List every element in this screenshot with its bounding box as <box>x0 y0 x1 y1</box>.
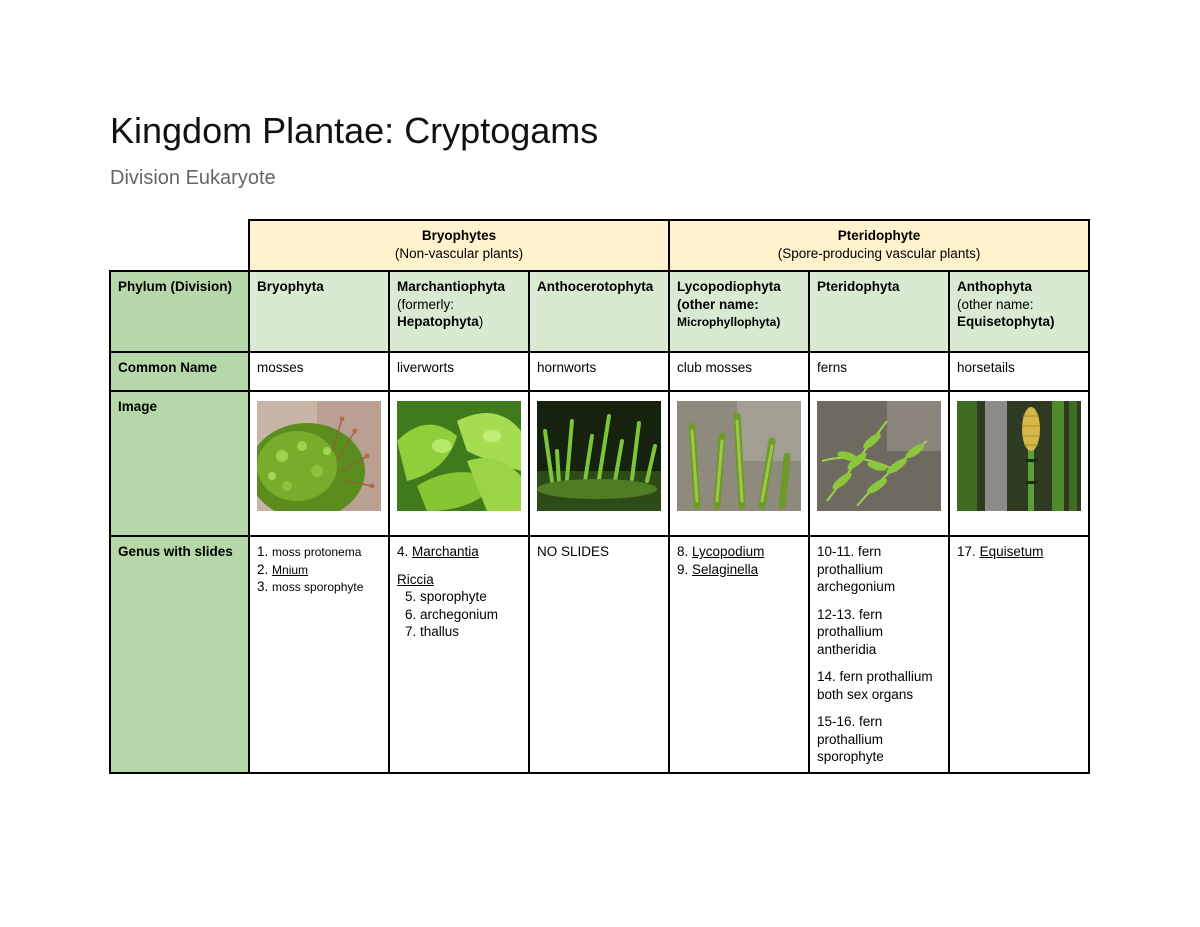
image-cell <box>809 391 949 536</box>
common-name-row <box>110 352 1089 391</box>
common-name-cell: club mosses <box>669 352 809 391</box>
group-pteridophyte-desc: (Spore-producing vascular plants) <box>777 245 981 261</box>
slide-item: 10-11. fern prothallium archegonium <box>817 544 896 595</box>
phylum-lycopodiophyta <box>669 271 809 352</box>
slide-item: 15-16. fern prothallium sporophyte <box>817 714 884 765</box>
genus-link-mnium[interactable]: Mnium <box>272 562 309 577</box>
item-number: 4. <box>397 544 409 559</box>
genus-row <box>110 536 1089 773</box>
classification-table <box>109 219 1090 774</box>
genus-bryophyta <box>249 536 389 773</box>
group-bryophytes <box>249 220 669 271</box>
item-number: 1. <box>257 544 269 559</box>
fern-photo <box>817 401 941 511</box>
slide-item: 7. thallus <box>405 624 460 640</box>
group-header-row <box>110 220 1089 271</box>
image-cell <box>669 391 809 536</box>
phylum-pteridophyta: Pteridophyta <box>809 271 949 352</box>
genus-link-equisetum[interactable]: Equisetum <box>979 544 1044 559</box>
phylum-anthocerotophyta: Anthocerotophyta <box>529 271 669 352</box>
phylum-anthophyta-name: Anthophyta <box>957 279 1033 294</box>
image-row <box>110 391 1089 536</box>
group-pteridophyte <box>669 220 1089 271</box>
genus-lycopodiophyta <box>669 536 809 773</box>
item-number: 2. <box>257 561 269 577</box>
phylum-bryophyta: Bryophyta <box>249 271 389 352</box>
group-pteridophyte-name: Pteridophyte <box>837 228 921 243</box>
phylum-marchantiophyta-close: ) <box>478 314 484 330</box>
phylum-marchantiophyta-alt: Hepatophyta <box>397 314 479 330</box>
common-name-cell: horsetails <box>949 352 1089 391</box>
genus-link-riccia[interactable]: Riccia <box>397 571 434 587</box>
row-label-genus: Genus with slides <box>110 536 249 773</box>
row-label-common: Common Name <box>110 352 249 391</box>
group-bryophytes-name: Bryophytes <box>421 228 497 243</box>
image-cell <box>949 391 1089 536</box>
item-number: 8. <box>677 544 689 559</box>
phylum-marchantiophyta-name: Marchantiophyta <box>397 279 506 294</box>
phylum-anthophyta <box>949 271 1089 352</box>
image-cell <box>249 391 389 536</box>
genus-pteridophyta <box>809 536 949 773</box>
group-bryophytes-desc: (Non-vascular plants) <box>394 245 524 261</box>
row-label-image: Image <box>110 391 249 536</box>
item-number: 3. <box>257 579 269 595</box>
horsetail-photo <box>957 401 1081 511</box>
image-cell <box>389 391 529 536</box>
phylum-marchantiophyta-note: (formerly: <box>397 296 454 312</box>
genus-link-lycopodium[interactable]: Lycopodium <box>692 544 765 559</box>
common-name-cell: mosses <box>249 352 389 391</box>
genus-link-marchantia[interactable]: Marchantia <box>412 544 479 559</box>
liverwort-photo <box>397 401 521 511</box>
slide-item: 14. fern prothallium both sex organs <box>817 669 933 702</box>
image-cell <box>529 391 669 536</box>
corner-cell <box>110 220 249 271</box>
phylum-anthophyta-note: (other name: <box>957 296 1034 312</box>
moss-photo <box>257 401 381 511</box>
hornwort-photo <box>537 401 661 511</box>
slide-item: 12-13. fern prothallium antheridia <box>817 606 884 657</box>
slide-item: 5. sporophyte <box>405 589 487 605</box>
item-number: 9. <box>677 561 689 577</box>
club-moss-photo <box>677 401 801 511</box>
phylum-lycopodiophyta-name: Lycopodiophyta <box>677 279 781 294</box>
genus-anthophyta <box>949 536 1089 773</box>
row-label-phylum: Phylum (Division) <box>110 271 249 352</box>
phylum-row <box>110 271 1089 352</box>
slide-item: moss protonema <box>272 545 362 559</box>
phylum-marchantiophyta <box>389 271 529 352</box>
slide-item: moss sporophyte <box>272 580 364 595</box>
genus-marchantiophyta <box>389 536 529 773</box>
page-subtitle: Division Eukaryote <box>110 167 276 189</box>
genus-anthocerotophyta: NO SLIDES <box>529 536 669 773</box>
phylum-lycopodiophyta-alt: Microphyllophyta) <box>677 315 781 330</box>
page-title: Kingdom Plantae: Cryptogams <box>110 110 599 151</box>
common-name-cell: liverworts <box>389 352 529 391</box>
common-name-cell: hornworts <box>529 352 669 391</box>
slide-item: 6. archegonium <box>405 606 499 622</box>
common-name-cell: ferns <box>809 352 949 391</box>
phylum-anthophyta-alt: Equisetophyta) <box>957 314 1055 330</box>
phylum-lycopodiophyta-note: (other name: <box>677 296 759 312</box>
item-number: 17. <box>957 544 976 559</box>
genus-link-selaginella[interactable]: Selaginella <box>692 561 759 577</box>
